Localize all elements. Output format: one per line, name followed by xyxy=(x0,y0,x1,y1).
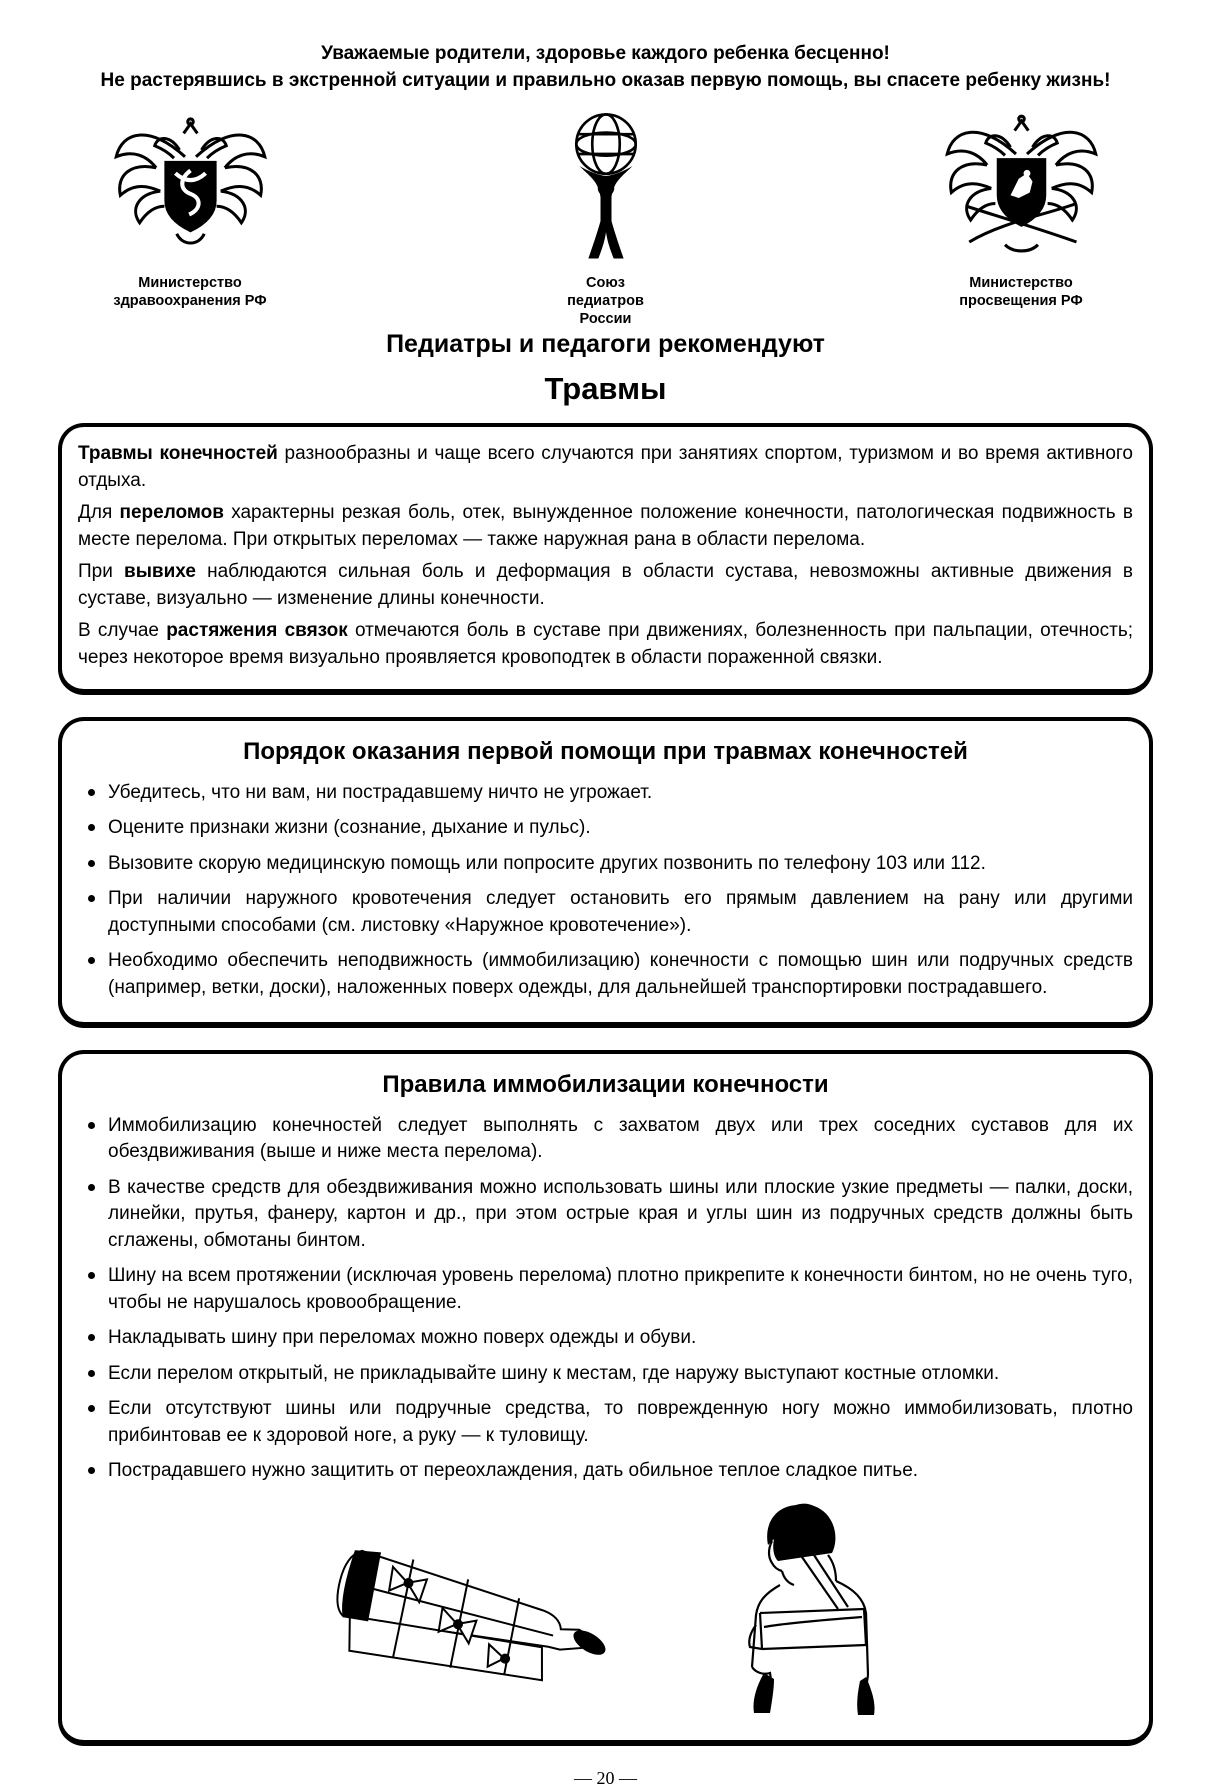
intro-paragraph xyxy=(78,441,1133,494)
education-ministry-caption xyxy=(959,274,1082,310)
list-item: Пострадавшего нужно защитить от переохлаждения, дать обильное теплое сладкое питье. xyxy=(78,1458,1133,1485)
caption-line: педиатров xyxy=(567,293,644,309)
paragraph-rest: разнообразны и чаще всего случаются при занятиях спортом, туризмом и во время активного отдыха. xyxy=(78,443,1133,491)
pediatric-union-block xyxy=(456,108,756,328)
intro-box xyxy=(58,423,1153,695)
pediatric-union-globe-icon xyxy=(551,108,661,266)
first-aid-box xyxy=(58,717,1153,1028)
immobilization-box-title: Правила иммобилизации конечности xyxy=(382,1071,829,1098)
recommend-title: Педиатры и педагоги рекомендуют xyxy=(386,330,825,358)
list-item: Необходимо обеспечить неподвижность (иммобилизацию) конечности с помощью шин или подручных средств (например, ветки, доски), наложенных поверх одежды, для дальнейшей транспортировки пострадавшего. xyxy=(78,948,1133,1001)
page-number: — 20 — xyxy=(574,1767,637,1788)
first-aid-list xyxy=(78,780,1133,1002)
header-line-1: Уважаемые родители, здоровье каждого ребенка бесценно! xyxy=(321,43,890,64)
list-item: В качестве средств для обездвиживания можно использовать шины или плоские узкие предметы — палки, доски, линейки, прутья, фанеру, картон и др., при этом острые края и углы шин из подручных средств должны быть сглажены, обмотаны бинтом. xyxy=(78,1175,1133,1255)
paragraph-keyword: растяжения связок xyxy=(166,620,348,641)
paragraph-rest: отмечаются боль в суставе при движениях, болезненность при пальпации, отечность; через некоторое время визуально проявляется кровоподтек в области пораженной связки. xyxy=(78,620,1134,668)
caption-line: Министерство xyxy=(138,275,242,291)
immobilization-box xyxy=(58,1050,1153,1746)
illustrations-row xyxy=(78,1497,1133,1722)
paragraph-rest: наблюдаются сильная боль и деформация в области сустава, невозможны активные движения в суставе, визуально — изменение длины конечности. xyxy=(78,561,1133,609)
paragraph-keyword: Травмы конечностей xyxy=(78,443,278,464)
intro-paragraph xyxy=(78,618,1133,671)
first-aid-box-title: Порядок оказания первой помощи при травмах конечностей xyxy=(243,738,968,765)
list-item: Накладывать шину при переломах можно поверх одежды и обуви. xyxy=(78,1325,1133,1352)
paragraph-pre: Для xyxy=(78,502,120,523)
paragraph-rest: характерны резкая боль, отек, вынужденное положение конечности, патологическая подвижность в месте перелома. При открытых переломах — также наружная рана в области перелома. xyxy=(78,502,1133,550)
list-item: Вызовите скорую медицинскую помощь или попросите других позвонить по телефону 103 или 112. xyxy=(78,851,1133,878)
intro-paragraph xyxy=(78,559,1133,612)
list-item: Убедитесь, что ни вам, ни пострадавшему ничто не угрожает. xyxy=(78,780,1133,807)
list-item: Иммобилизацию конечностей следует выполнять с захватом двух или трех соседних суставов для их обездвиживания (выше и ниже места перелома). xyxy=(78,1113,1133,1166)
health-ministry-block xyxy=(40,108,340,310)
logos-row xyxy=(0,94,1211,328)
header-line-2: Не растерявшись в экстренной ситуации и правильно оказав первую помощь, вы спасете ребенку жизнь! xyxy=(100,70,1111,91)
caption-line: Союз xyxy=(586,275,625,291)
list-item: При наличии наружного кровотечения следует остановить его прямым давлением на рану или другими доступными способами (см. листовку «Наружное кровотечение»). xyxy=(78,886,1133,939)
caption-line: просвещения РФ xyxy=(959,293,1083,309)
leg-splint-illustration xyxy=(316,1517,646,1722)
list-item: Если перелом открытый, не прикладывайте шину к местам, где наружу выступают костные отломки. xyxy=(78,1361,1133,1388)
pediatric-union-caption xyxy=(567,274,644,328)
health-ministry-eagle-icon xyxy=(108,108,273,266)
page-title: Травмы xyxy=(544,371,667,406)
caption-line: России xyxy=(579,311,632,327)
list-item: Оцените признаки жизни (сознание, дыхание и пульс). xyxy=(78,815,1133,842)
caption-line: Министерство xyxy=(969,275,1073,291)
health-ministry-caption xyxy=(113,274,266,310)
intro-paragraph xyxy=(78,500,1133,553)
caption-line: здравоохранения РФ xyxy=(113,293,267,309)
education-ministry-eagle-icon xyxy=(939,108,1104,266)
education-ministry-block xyxy=(871,108,1171,310)
paragraph-pre: При xyxy=(78,561,125,582)
list-item: Шину на всем протяжении (исключая уровень перелома) плотно прикрепите к конечности бинтом, но не очень туго, чтобы не нарушалось кровообращение. xyxy=(78,1263,1133,1316)
list-item: Если отсутствуют шины или подручные средства, то поврежденную ногу можно иммобилизовать, плотно прибинтовав ее к здоровой ноге, а руку — к туловищу. xyxy=(78,1396,1133,1449)
immobilization-list xyxy=(78,1113,1133,1485)
paragraph-keyword: вывихе xyxy=(124,561,196,582)
arm-sling-illustration xyxy=(716,1497,896,1722)
paragraph-keyword: переломов xyxy=(119,502,224,523)
paragraph-pre: В случае xyxy=(78,620,167,641)
